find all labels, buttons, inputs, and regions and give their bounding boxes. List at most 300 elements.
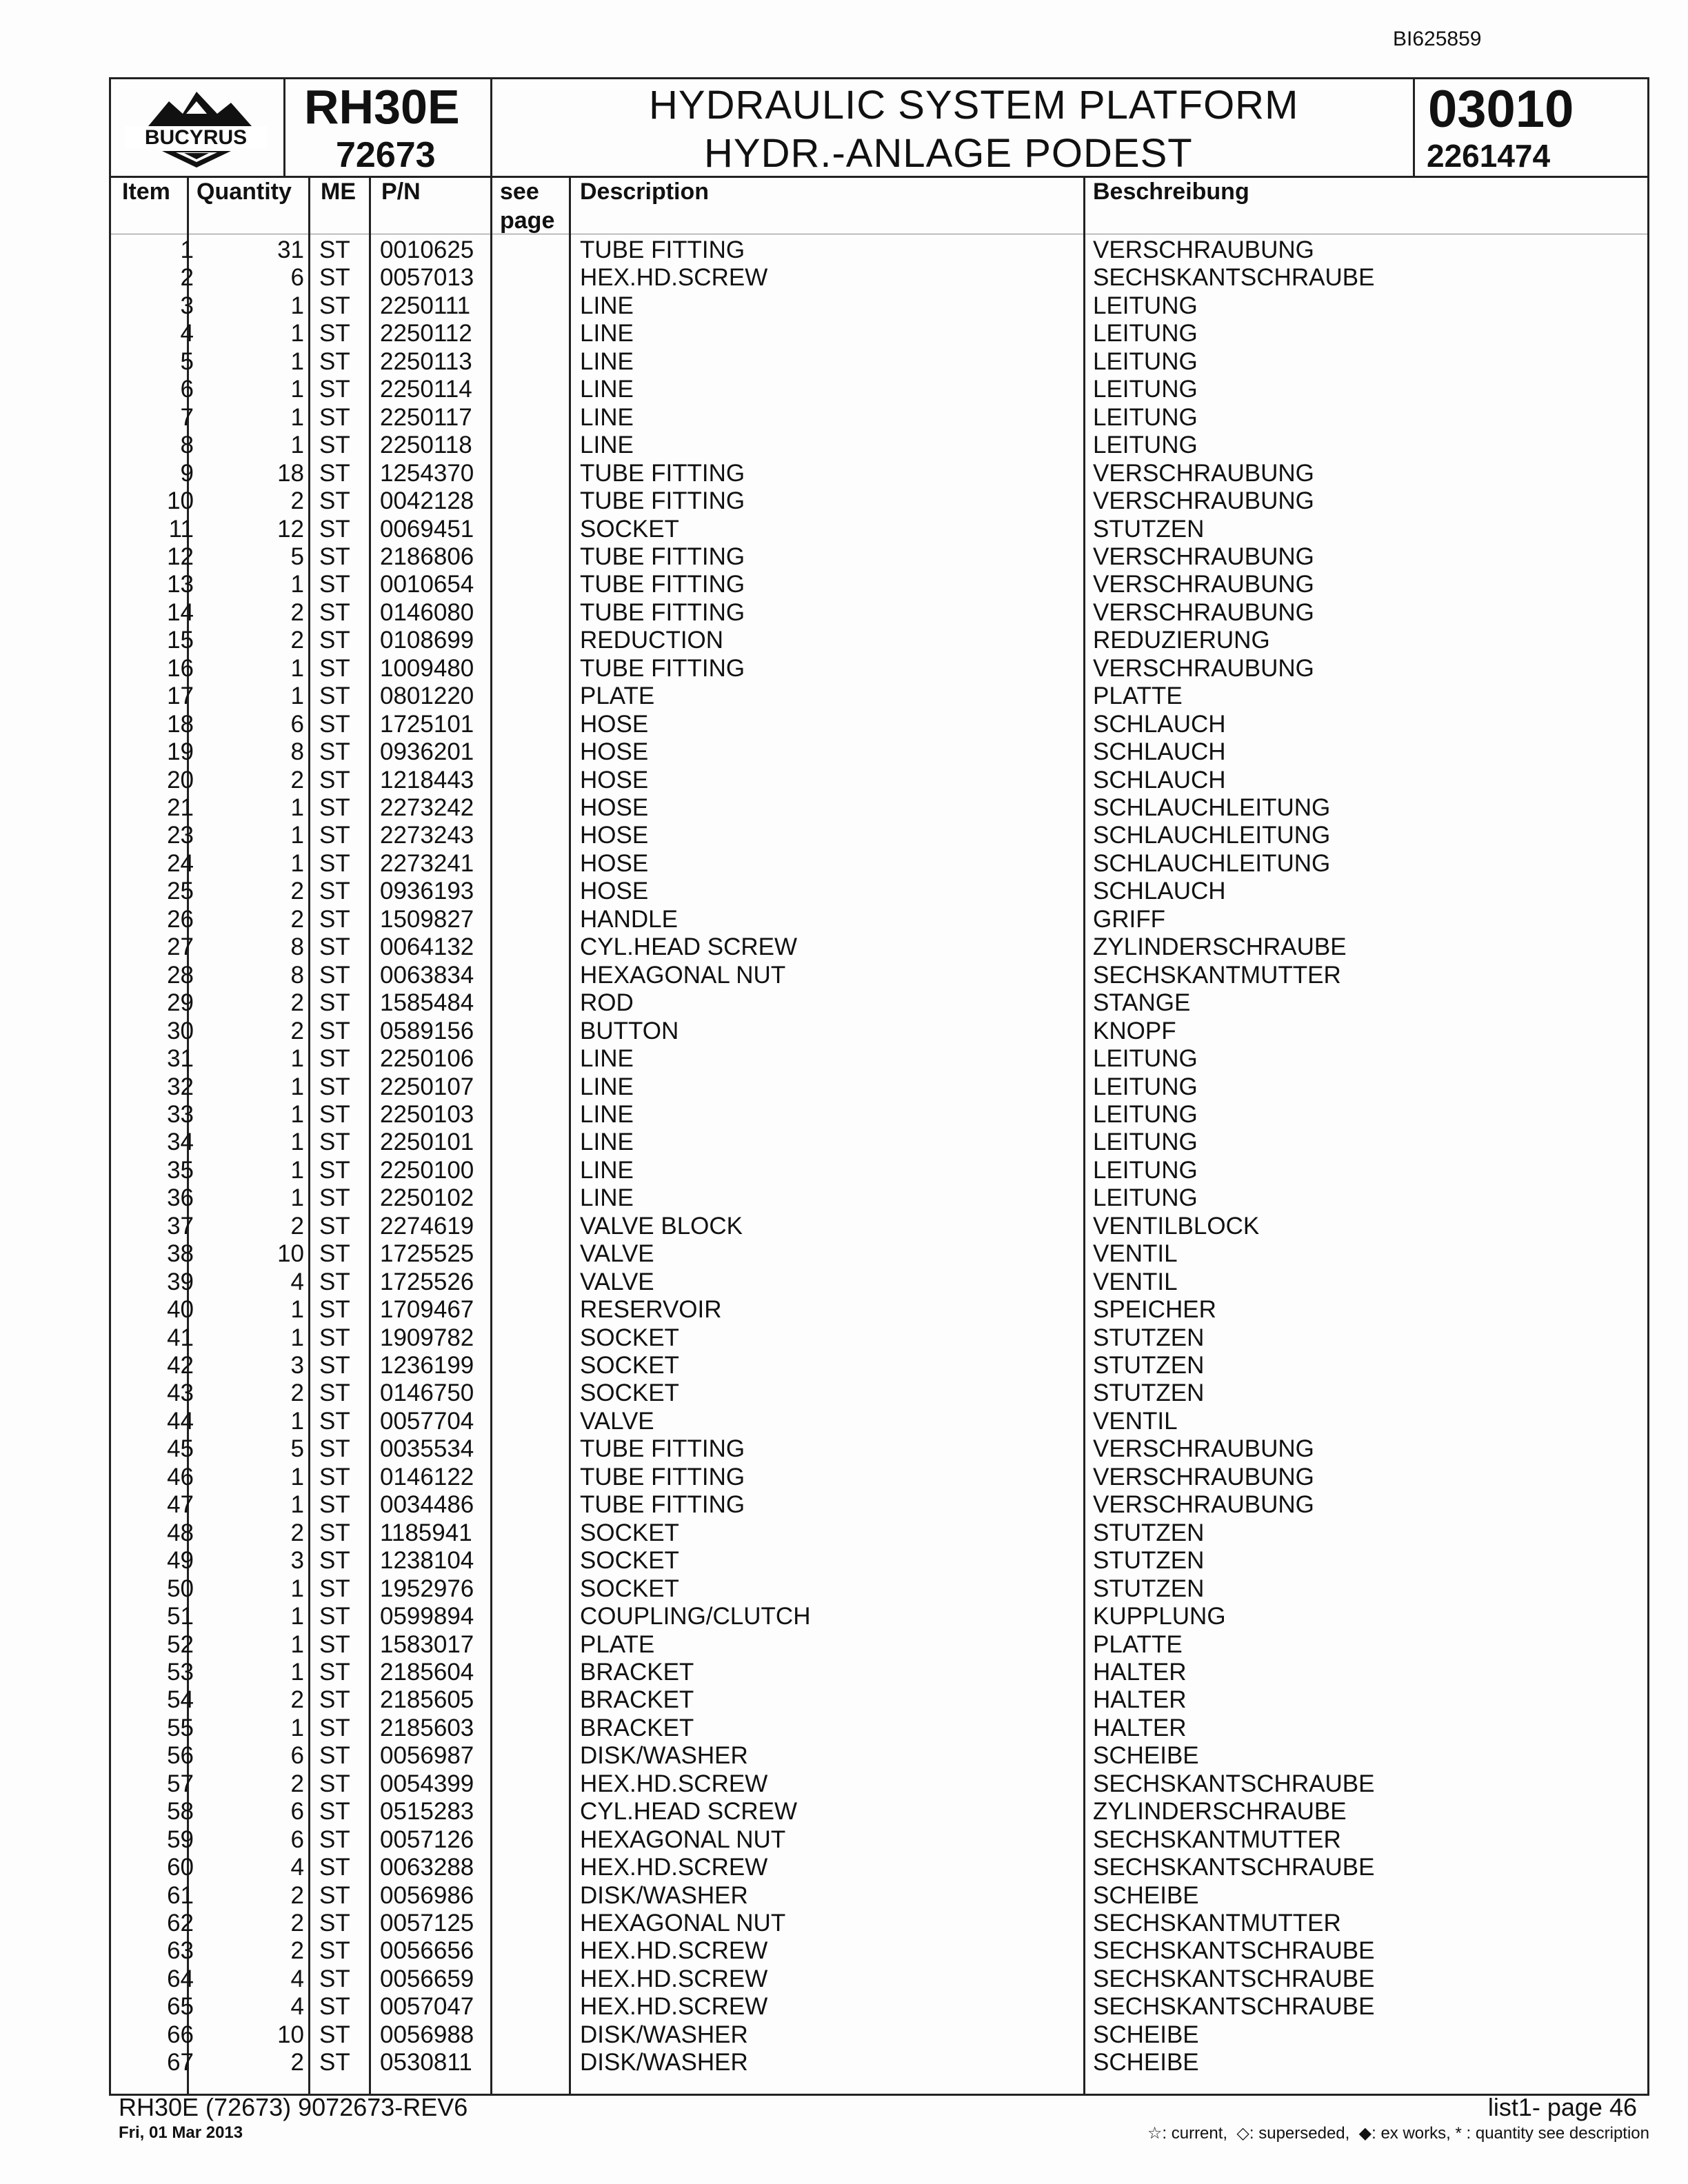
cell-item-number: 18: [167, 710, 194, 738]
col-header-quantity: Quantity: [197, 179, 292, 205]
cell-unit: ST: [319, 236, 350, 263]
cell-beschreibung: SCHEIBE: [1093, 2021, 1199, 2048]
cell-quantity: 8: [290, 738, 304, 766]
cell-part-number: 0057047: [380, 1993, 474, 2021]
title-english: HYDRAULIC SYSTEM PLATFORM: [649, 83, 1299, 128]
cell-item-number: 37: [167, 1212, 194, 1240]
cell-quantity: 18: [277, 459, 304, 487]
table-row: [111, 292, 1647, 321]
cell-unit: ST: [319, 1519, 350, 1546]
cell-quantity: 2: [290, 1212, 304, 1240]
cell-unit: ST: [319, 1686, 350, 1714]
cell-unit: ST: [319, 459, 350, 487]
cell-unit: ST: [319, 432, 350, 459]
cell-part-number: 2273241: [380, 849, 474, 877]
serial-number: 72673: [336, 135, 436, 175]
cell-beschreibung: SECHSKANTMUTTER: [1093, 1910, 1341, 1937]
cell-part-number: 0056987: [380, 1742, 474, 1770]
table-row: [111, 1129, 1647, 1157]
cell-item-number: 21: [167, 794, 194, 821]
cell-item-number: 6: [180, 376, 194, 403]
cell-item-number: 60: [167, 1854, 194, 1881]
cell-quantity: 8: [290, 961, 304, 989]
cell-unit: ST: [319, 989, 350, 1017]
cell-description: HOSE: [580, 766, 649, 793]
cell-beschreibung: VERSCHRAUBUNG: [1093, 236, 1314, 263]
cell-unit: ST: [319, 627, 350, 654]
cell-beschreibung: STUTZEN: [1093, 1519, 1205, 1546]
legend-current: : current,: [1162, 2124, 1228, 2143]
cell-quantity: 2: [290, 1881, 304, 1909]
cell-part-number: 0146750: [380, 1379, 474, 1407]
cell-part-number: 0108699: [380, 627, 474, 654]
cell-quantity: 1: [290, 1045, 304, 1073]
cell-quantity: 4: [290, 1268, 304, 1295]
cell-item-number: 50: [167, 1575, 194, 1602]
cell-part-number: 2250111: [380, 292, 471, 319]
cell-unit: ST: [319, 1045, 350, 1073]
cell-part-number: 2250118: [380, 432, 472, 459]
cell-beschreibung: VERSCHRAUBUNG: [1093, 598, 1314, 626]
cell-item-number: 14: [167, 598, 194, 626]
col-header-see: see: [500, 179, 539, 205]
cell-item-number: 41: [167, 1324, 194, 1351]
table-row: [111, 1408, 1647, 1436]
cell-part-number: 1254370: [380, 459, 474, 487]
cell-part-number: 1725525: [380, 1240, 474, 1268]
footer-document-ref: RH30E (72673) 9072673-REV6: [119, 2093, 468, 2121]
cell-item-number: 11: [168, 515, 194, 543]
cell-description: TUBE FITTING: [580, 598, 745, 626]
cell-beschreibung: SCHLAUCH: [1093, 766, 1226, 793]
cell-part-number: 2250107: [380, 1073, 474, 1100]
cell-part-number: 2250112: [380, 320, 472, 347]
cell-item-number: 20: [167, 766, 194, 793]
cell-description: HOSE: [580, 878, 649, 905]
cell-beschreibung: STUTZEN: [1093, 1575, 1205, 1602]
cell-part-number: 1238104: [380, 1547, 474, 1575]
cell-description: DISK/WASHER: [580, 2049, 748, 2076]
cell-description: HEX.HD.SCREW: [580, 1770, 768, 1797]
cell-quantity: 31: [277, 236, 304, 263]
bucyrus-logo: [121, 86, 272, 176]
cell-item-number: 15: [167, 627, 194, 654]
table-row: [111, 878, 1647, 906]
table-row: [111, 1296, 1647, 1324]
cell-beschreibung: PLATTE: [1093, 1630, 1183, 1658]
cell-quantity: 2: [290, 598, 304, 626]
cell-part-number: 0064132: [380, 933, 474, 961]
cell-description: HOSE: [580, 710, 649, 738]
cell-unit: ST: [319, 1017, 350, 1044]
cell-item-number: 51: [167, 1603, 194, 1630]
cell-quantity: 5: [290, 1435, 304, 1463]
cell-unit: ST: [319, 1575, 350, 1602]
cell-part-number: 2250100: [380, 1156, 474, 1184]
table-row: [111, 348, 1647, 376]
cell-beschreibung: LEITUNG: [1093, 1100, 1198, 1128]
cell-unit: ST: [319, 878, 350, 905]
cell-quantity: 2: [290, 487, 304, 515]
cell-quantity: 2: [290, 627, 304, 654]
cell-description: LINE: [580, 1100, 634, 1128]
cell-part-number: 2185605: [380, 1686, 474, 1714]
cell-beschreibung: VERSCHRAUBUNG: [1093, 654, 1314, 682]
table-row: [111, 933, 1647, 962]
logo-text: BUCYRUS: [144, 126, 248, 149]
cell-beschreibung: SCHLAUCHLEITUNG: [1093, 849, 1331, 877]
table-row: [111, 1854, 1647, 1882]
table-row: [111, 1993, 1647, 2021]
col-header-page: page: [500, 208, 555, 234]
cell-unit: ST: [319, 598, 350, 626]
col-header-me: ME: [321, 179, 356, 205]
table-row: [111, 1631, 1647, 1659]
cell-description: DISK/WASHER: [580, 2021, 748, 2048]
cell-part-number: 1009480: [380, 654, 474, 682]
assembly-number: 2261474: [1427, 138, 1551, 174]
cell-unit: ST: [319, 543, 350, 570]
cell-description: BRACKET: [580, 1686, 694, 1714]
cell-part-number: 0056988: [380, 2021, 474, 2048]
table-row: [111, 1491, 1647, 1519]
cell-beschreibung: ZYLINDERSCHRAUBE: [1093, 1798, 1347, 1826]
cell-beschreibung: VENTIL: [1093, 1240, 1178, 1268]
legend-ex-works: : ex works,: [1372, 2124, 1451, 2143]
cell-description: VALVE: [580, 1407, 654, 1435]
table-row: [111, 264, 1647, 292]
cell-item-number: 31: [167, 1045, 194, 1073]
table-row: [111, 627, 1647, 655]
table-row: [111, 1826, 1647, 1854]
cell-unit: ST: [319, 292, 350, 319]
cell-unit: ST: [319, 264, 350, 292]
cell-quantity: 1: [290, 1575, 304, 1602]
cell-unit: ST: [319, 682, 350, 710]
table-row: [111, 543, 1647, 572]
cell-beschreibung: SCHLAUCH: [1093, 738, 1226, 766]
cell-description: VALVE: [580, 1268, 654, 1295]
cell-part-number: 1709467: [380, 1296, 474, 1324]
cell-unit: ST: [319, 2049, 350, 2076]
cell-description: VALVE: [580, 1240, 654, 1268]
cell-beschreibung: HALTER: [1093, 1686, 1187, 1714]
table-row: [111, 738, 1647, 767]
cell-part-number: 1236199: [380, 1352, 474, 1379]
cell-part-number: 0054399: [380, 1770, 474, 1797]
cell-beschreibung: STUTZEN: [1093, 1352, 1205, 1379]
cell-part-number: 2186806: [380, 543, 474, 570]
cell-unit: ST: [319, 1129, 350, 1156]
cell-quantity: 1: [290, 1630, 304, 1658]
table-row: [111, 1045, 1647, 1073]
cell-unit: ST: [319, 1770, 350, 1797]
cell-unit: ST: [319, 654, 350, 682]
cell-unit: ST: [319, 376, 350, 403]
cell-unit: ST: [319, 1491, 350, 1519]
cell-part-number: 1725101: [380, 710, 474, 738]
cell-beschreibung: SECHSKANTSCHRAUBE: [1093, 1937, 1375, 1965]
model-name: RH30E: [304, 80, 460, 134]
legend-quantity: * : quantity see description: [1455, 2124, 1649, 2143]
table-row: [111, 1659, 1647, 1687]
cell-description: LINE: [580, 432, 634, 459]
cell-description: TUBE FITTING: [580, 543, 745, 570]
table-row: [111, 1018, 1647, 1046]
table-row: [111, 2049, 1647, 2077]
cell-item-number: 54: [167, 1686, 194, 1714]
cell-item-number: 65: [167, 1993, 194, 2021]
cell-beschreibung: VENTIL: [1093, 1407, 1178, 1435]
cell-item-number: 13: [167, 571, 194, 598]
cell-item-number: 59: [167, 1826, 194, 1853]
cell-item-number: 57: [167, 1770, 194, 1797]
cell-description: SOCKET: [580, 1547, 679, 1575]
cell-beschreibung: VERSCHRAUBUNG: [1093, 1491, 1314, 1519]
cell-unit: ST: [319, 738, 350, 766]
parts-list-frame: [109, 77, 1649, 2096]
cell-quantity: 2: [290, 1686, 304, 1714]
cell-part-number: 2274619: [380, 1212, 474, 1240]
cell-description: HEX.HD.SCREW: [580, 1965, 768, 1992]
cell-beschreibung: STUTZEN: [1093, 515, 1205, 543]
table-row: [111, 571, 1647, 599]
cell-quantity: 1: [290, 1658, 304, 1686]
cell-unit: ST: [319, 1603, 350, 1630]
cell-part-number: 2250114: [380, 376, 472, 403]
cell-beschreibung: VERSCHRAUBUNG: [1093, 1463, 1314, 1490]
cell-beschreibung: LEITUNG: [1093, 376, 1198, 403]
cell-part-number: 0010654: [380, 571, 474, 598]
cell-part-number: 1909782: [380, 1324, 474, 1351]
cell-quantity: 6: [290, 264, 304, 292]
cell-part-number: 2185604: [380, 1658, 474, 1686]
cell-item-number: 64: [167, 1965, 194, 1992]
cell-description: LINE: [580, 347, 634, 375]
table-row: [111, 1798, 1647, 1826]
cell-unit: ST: [319, 1156, 350, 1184]
cell-beschreibung: VERSCHRAUBUNG: [1093, 543, 1314, 570]
cell-quantity: 1: [290, 1296, 304, 1324]
cell-quantity: 12: [277, 515, 304, 543]
cell-item-number: 16: [167, 654, 194, 682]
cell-quantity: 10: [277, 1240, 304, 1268]
cell-part-number: 0056986: [380, 1881, 474, 1909]
cell-part-number: 0936201: [380, 738, 474, 766]
cell-beschreibung: GRIFF: [1093, 905, 1165, 933]
cell-item-number: 19: [167, 738, 194, 766]
table-row: [111, 516, 1647, 544]
cell-description: LINE: [580, 320, 634, 347]
table-row: [111, 1184, 1647, 1213]
cell-description: LINE: [580, 1129, 634, 1156]
table-row: [111, 1547, 1647, 1575]
cell-item-number: 49: [167, 1547, 194, 1575]
table-row: [111, 962, 1647, 990]
cell-quantity: 2: [290, 1910, 304, 1937]
cell-part-number: 2250117: [380, 403, 472, 431]
table-row: [111, 432, 1647, 460]
cell-unit: ST: [319, 403, 350, 431]
cell-beschreibung: SECHSKANTMUTTER: [1093, 961, 1341, 989]
cell-part-number: 1185941: [380, 1519, 472, 1546]
cell-description: COUPLING/CLUTCH: [580, 1603, 811, 1630]
cell-description: LINE: [580, 1073, 634, 1100]
cell-quantity: 3: [290, 1352, 304, 1379]
cell-item-number: 56: [167, 1742, 194, 1770]
cell-part-number: 0515283: [380, 1798, 474, 1826]
cell-item-number: 47: [167, 1491, 194, 1519]
cell-item-number: 52: [167, 1630, 194, 1658]
table-row: [111, 1882, 1647, 1910]
cell-beschreibung: SCHEIBE: [1093, 1881, 1199, 1909]
cell-unit: ST: [319, 1630, 350, 1658]
col-header-description: Description: [580, 179, 710, 205]
cell-quantity: 2: [290, 905, 304, 933]
cell-item-number: 28: [167, 961, 194, 989]
cell-item-number: 45: [167, 1435, 194, 1463]
cell-beschreibung: VERSCHRAUBUNG: [1093, 487, 1314, 515]
cell-item-number: 39: [167, 1268, 194, 1295]
cell-item-number: 34: [167, 1129, 194, 1156]
cell-unit: ST: [319, 1212, 350, 1240]
diamond-filled-icon: ◆: [1354, 2124, 1372, 2143]
cell-quantity: 1: [290, 1324, 304, 1351]
table-row: [111, 1352, 1647, 1380]
cell-description: HEX.HD.SCREW: [580, 1993, 768, 2021]
cell-part-number: 0034486: [380, 1491, 474, 1519]
cell-quantity: 1: [290, 1129, 304, 1156]
cell-part-number: 1509827: [380, 905, 474, 933]
cell-description: TUBE FITTING: [580, 654, 745, 682]
diamond-outline-icon: ◇: [1232, 2124, 1249, 2143]
cell-item-number: 35: [167, 1156, 194, 1184]
table-row: [111, 1324, 1647, 1353]
cell-description: HEXAGONAL NUT: [580, 1910, 786, 1937]
col-header-beschreibung: Beschreibung: [1093, 179, 1249, 205]
cell-quantity: 5: [290, 543, 304, 570]
table-row: [111, 487, 1647, 516]
cell-description: LINE: [580, 376, 634, 403]
cell-description: SOCKET: [580, 1379, 679, 1407]
table-row: [111, 1910, 1647, 1938]
table-row: [111, 1715, 1647, 1743]
cell-unit: ST: [319, 933, 350, 961]
cell-unit: ST: [319, 1352, 350, 1379]
footer-legend: [1147, 2123, 1649, 2143]
cell-beschreibung: LEITUNG: [1093, 1184, 1198, 1212]
cell-quantity: 1: [290, 571, 304, 598]
cell-item-number: 42: [167, 1352, 194, 1379]
table-row: [111, 822, 1647, 850]
cell-unit: ST: [319, 1073, 350, 1100]
cell-beschreibung: SCHEIBE: [1093, 1742, 1199, 1770]
document-id: BI625859: [1393, 28, 1482, 50]
cell-quantity: 2: [290, 989, 304, 1017]
cell-item-number: 32: [167, 1073, 194, 1100]
cell-quantity: 4: [290, 1965, 304, 1992]
cell-description: BRACKET: [580, 1658, 694, 1686]
table-row: [111, 460, 1647, 488]
cell-item-number: 27: [167, 933, 194, 961]
header-divider: [490, 79, 492, 176]
cell-description: REDUCTION: [580, 627, 724, 654]
cell-unit: ST: [319, 849, 350, 877]
cell-item-number: 48: [167, 1519, 194, 1546]
cell-quantity: 8: [290, 933, 304, 961]
cell-item-number: 8: [180, 432, 194, 459]
cell-item-number: 3: [180, 292, 194, 319]
table-row: [111, 320, 1647, 348]
cell-unit: ST: [319, 1184, 350, 1212]
cell-part-number: 0146122: [380, 1463, 474, 1490]
cell-quantity: 6: [290, 710, 304, 738]
cell-unit: ST: [319, 794, 350, 821]
col-header-item: Item: [122, 179, 170, 205]
cell-part-number: 0530811: [380, 2049, 472, 2076]
cell-item-number: 26: [167, 905, 194, 933]
cell-description: BRACKET: [580, 1714, 694, 1741]
table-row: [111, 794, 1647, 822]
cell-item-number: 1: [180, 236, 194, 263]
table-row: [111, 1742, 1647, 1770]
cell-quantity: 2: [290, 766, 304, 793]
table-row: [111, 1770, 1647, 1799]
cell-description: ROD: [580, 989, 634, 1017]
cell-description: SOCKET: [580, 1352, 679, 1379]
table-row: [111, 1435, 1647, 1464]
cell-beschreibung: STUTZEN: [1093, 1324, 1205, 1351]
cell-part-number: 0069451: [380, 515, 474, 543]
cell-unit: ST: [319, 347, 350, 375]
table-row: [111, 655, 1647, 683]
cell-quantity: 1: [290, 1184, 304, 1212]
cell-description: TUBE FITTING: [580, 487, 745, 515]
cell-beschreibung: LEITUNG: [1093, 1129, 1198, 1156]
cell-item-number: 36: [167, 1184, 194, 1212]
cell-description: HANDLE: [580, 905, 678, 933]
cell-beschreibung: VERSCHRAUBUNG: [1093, 459, 1314, 487]
cell-quantity: 3: [290, 1547, 304, 1575]
cell-part-number: 2250113: [380, 347, 472, 375]
cell-description: LINE: [580, 403, 634, 431]
cell-quantity: 4: [290, 1993, 304, 2021]
table-row: [111, 1213, 1647, 1241]
col-header-pn: P/N: [381, 179, 421, 205]
cell-item-number: 67: [167, 2049, 194, 2076]
table-row: [111, 1603, 1647, 1631]
cell-part-number: 0599894: [380, 1603, 474, 1630]
table-row: [111, 599, 1647, 627]
cell-description: LINE: [580, 1156, 634, 1184]
cell-part-number: 1725526: [380, 1268, 474, 1295]
cell-quantity: 1: [290, 1100, 304, 1128]
cell-beschreibung: LEITUNG: [1093, 1045, 1198, 1073]
table-row: [111, 1240, 1647, 1268]
cell-item-number: 46: [167, 1463, 194, 1490]
cell-beschreibung: SCHLAUCH: [1093, 710, 1226, 738]
cell-item-number: 63: [167, 1937, 194, 1965]
cell-description: HOSE: [580, 738, 649, 766]
cell-item-number: 33: [167, 1100, 194, 1128]
cell-description: HEX.HD.SCREW: [580, 1937, 768, 1965]
cell-description: TUBE FITTING: [580, 1491, 745, 1519]
cell-unit: ST: [319, 710, 350, 738]
cell-description: DISK/WASHER: [580, 1881, 748, 1909]
cell-unit: ST: [319, 1714, 350, 1741]
cell-unit: ST: [319, 1658, 350, 1686]
cell-item-number: 53: [167, 1658, 194, 1686]
